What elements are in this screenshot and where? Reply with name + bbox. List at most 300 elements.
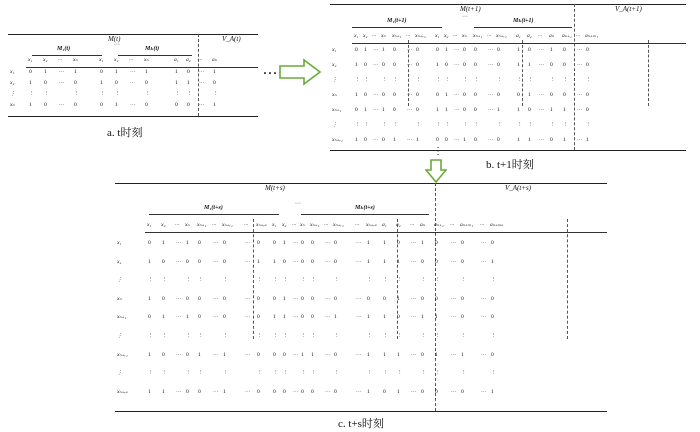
- column-header: x₂: [114, 57, 119, 63]
- cell: 0: [474, 137, 477, 143]
- cell: ···: [293, 295, 299, 302]
- cell: 0: [44, 102, 47, 108]
- cell: ···: [539, 107, 545, 113]
- cell: ···: [199, 80, 205, 86]
- cell: ···: [356, 295, 362, 302]
- cell: 0: [145, 80, 148, 86]
- cell: ⋮: [301, 370, 307, 377]
- cell: ⋮: [283, 370, 289, 377]
- cell: 0: [74, 80, 77, 86]
- cell: ···: [325, 351, 331, 358]
- row-label: xₙ₊ᵣ₁: [117, 351, 128, 358]
- cell: ⋮: [198, 333, 204, 339]
- cell: 1: [445, 107, 448, 113]
- cell: ⋮: [421, 370, 427, 377]
- cell: ···: [407, 47, 413, 53]
- cell: ⋮: [273, 277, 279, 284]
- vector-header: V_A(t+1): [615, 5, 642, 13]
- row-label: xₙ₊₁: [117, 314, 127, 321]
- column-header: ···: [212, 222, 217, 228]
- cell: 0: [382, 137, 385, 143]
- vector-header: V_A(t): [222, 35, 241, 43]
- cell: 0: [563, 62, 566, 68]
- cell: 1: [586, 137, 589, 143]
- cell: 0: [416, 47, 419, 53]
- cell: 1: [100, 80, 103, 86]
- cell: ⋮: [186, 333, 192, 339]
- cell: ⋮: [367, 333, 373, 339]
- cell: ···: [539, 92, 545, 98]
- cell: 0: [257, 388, 260, 395]
- cell: 0: [463, 47, 466, 53]
- cell: ···: [356, 388, 362, 395]
- cell: 1: [528, 137, 531, 143]
- cell: 0: [334, 351, 337, 358]
- cell: ⋮: [474, 122, 480, 128]
- row-label: ⋮: [332, 77, 338, 83]
- cell: 1: [162, 314, 165, 321]
- column-header: aₙ: [549, 33, 554, 39]
- cell: ⋮: [550, 122, 556, 128]
- column-header: ···: [175, 222, 180, 228]
- column-header: xₙ: [381, 33, 386, 39]
- cell: ···: [356, 351, 362, 358]
- column-header: xₙ₊ᵣ₁: [222, 222, 233, 228]
- cell: 1: [148, 295, 151, 302]
- column-header: a₂: [527, 33, 532, 39]
- cell: ···: [245, 351, 251, 358]
- cell: 0: [162, 351, 165, 358]
- cell: 0: [421, 388, 424, 395]
- cell: 1: [491, 258, 494, 265]
- cell: ⋮: [334, 333, 340, 339]
- column-header: aₙ₊ₘ₁: [460, 222, 474, 228]
- cell: 1: [550, 47, 553, 53]
- column-header: x₂: [161, 222, 166, 228]
- row-label: ⋮: [332, 122, 338, 128]
- cell: 1: [517, 107, 520, 113]
- cell: ···: [176, 388, 182, 395]
- cell: 1: [74, 69, 77, 75]
- cell: ···: [213, 388, 219, 395]
- cell: 0: [187, 69, 190, 75]
- matrix-header: M(t+1): [460, 5, 481, 13]
- cell: ⋮: [435, 333, 441, 339]
- cell: 0: [198, 258, 201, 265]
- cell: ···: [325, 258, 331, 265]
- cell: ⋮: [421, 333, 427, 339]
- cell: 1: [355, 137, 358, 143]
- cell: 0: [162, 258, 165, 265]
- block-separator: [567, 219, 568, 339]
- cell: ⋮: [364, 77, 370, 83]
- cell: 0: [393, 92, 396, 98]
- cell: ···: [451, 295, 457, 302]
- cell: 0: [257, 351, 260, 358]
- matrix-header: M(t): [108, 35, 121, 43]
- cell: ···: [293, 388, 299, 395]
- cell: ···: [59, 80, 65, 86]
- cell: ···: [325, 388, 331, 395]
- row-label: ⋮: [117, 277, 123, 284]
- cell: ···: [176, 258, 182, 265]
- cell: 0: [44, 80, 47, 86]
- cell: 0: [382, 62, 385, 68]
- cell: ···: [454, 92, 460, 98]
- cell: 1: [445, 47, 448, 53]
- cell: ⋮: [301, 333, 307, 339]
- row-label: x₁: [332, 47, 337, 53]
- cell: 0: [463, 92, 466, 98]
- cell: 0: [416, 62, 419, 68]
- cell: 0: [550, 92, 553, 98]
- cell: 1: [175, 69, 178, 75]
- cell: 0: [421, 351, 424, 358]
- column-header: ···: [576, 33, 581, 39]
- row-label: ⋮: [117, 370, 123, 377]
- cell: ⋮: [257, 333, 263, 339]
- cell: 0: [223, 295, 226, 302]
- cell: ···: [407, 92, 413, 98]
- column-header: xₙ₊₁: [473, 33, 483, 39]
- cell: ⋮: [311, 333, 317, 339]
- column-header: xₙ₊₁: [197, 222, 207, 228]
- top-rule: [8, 34, 258, 35]
- cell: 0: [187, 102, 190, 108]
- cell: 0: [461, 258, 464, 265]
- cell: ⋮: [74, 91, 80, 97]
- cell: 0: [198, 240, 201, 246]
- cell: 1: [115, 102, 118, 108]
- cell: ⋮: [198, 370, 204, 377]
- cell: ⋮: [435, 370, 441, 377]
- colhead-rule: [352, 43, 686, 44]
- cell: ⋮: [213, 91, 219, 97]
- m1-header: M₁(t+s): [204, 205, 223, 211]
- ellipsis-right: ···: [263, 66, 279, 80]
- column-header: ···: [450, 222, 455, 228]
- cell: 0: [162, 295, 165, 302]
- cell: 1: [528, 92, 531, 98]
- m1-header: M₁(t+1): [387, 18, 407, 24]
- cell: 0: [198, 388, 201, 395]
- cell: ⋮: [563, 122, 569, 128]
- block-separator: [253, 219, 254, 339]
- cell: 0: [586, 62, 589, 68]
- cell: 0: [186, 388, 189, 395]
- column-header: x₁: [28, 57, 33, 63]
- cell: ···: [577, 107, 583, 113]
- cell: 0: [311, 240, 314, 246]
- column-header: xₙ: [462, 33, 467, 39]
- cell: ···: [454, 107, 460, 113]
- top-rule: [115, 183, 607, 184]
- cell: ⋮: [100, 91, 106, 97]
- cell: 0: [393, 62, 396, 68]
- block-separator: [648, 40, 649, 106]
- cell: 0: [383, 295, 386, 302]
- vector-header: V_A(t+s): [505, 184, 532, 192]
- cell: ···: [59, 102, 65, 108]
- cell: 1: [364, 47, 367, 53]
- cell: ···: [130, 102, 136, 108]
- column-header: xₙ₊ᵣ₁: [496, 33, 507, 39]
- cell: ⋮: [257, 277, 263, 284]
- cell: ···: [451, 258, 457, 265]
- cell: 0: [497, 62, 500, 68]
- cell: 0: [445, 137, 448, 143]
- cell: ···: [176, 351, 182, 358]
- cell: ···: [411, 240, 417, 246]
- cell: ···: [411, 314, 417, 321]
- cell: ⋮: [497, 122, 503, 128]
- cell: 0: [517, 92, 520, 98]
- cell: 0: [100, 69, 103, 75]
- cell: ⋮: [187, 91, 193, 97]
- column-header: aₙ₊ₘ₁: [585, 33, 599, 39]
- column-header: ···: [58, 57, 63, 63]
- cell: ⋮: [586, 77, 592, 83]
- cell: 1: [257, 258, 260, 265]
- cell: ···: [59, 69, 65, 75]
- cell: 1: [383, 258, 386, 265]
- cell: 1: [435, 351, 438, 358]
- cell: ⋮: [461, 277, 467, 284]
- cell: ···: [407, 137, 413, 143]
- matrix-header: M(t+s): [265, 184, 285, 192]
- cell: ···: [481, 240, 487, 246]
- cell: 0: [223, 240, 226, 246]
- caption-c: c. t+s时刻: [338, 418, 384, 430]
- row-label: xₙ₊ᵣ₁: [332, 137, 343, 143]
- cell: 0: [461, 240, 464, 246]
- cell: 0: [563, 92, 566, 98]
- cell: 1: [311, 351, 314, 358]
- cell: 0: [74, 102, 77, 108]
- cell: 1: [355, 92, 358, 98]
- cell: 0: [355, 107, 358, 113]
- cell: ···: [488, 107, 494, 113]
- cell: 1: [517, 137, 520, 143]
- cell: 1: [517, 47, 520, 53]
- cell: ⋮: [586, 122, 592, 128]
- cell: ⋮: [162, 277, 168, 284]
- cell: ···: [451, 388, 457, 395]
- cell: 1: [273, 258, 276, 265]
- cell: 0: [273, 388, 276, 395]
- column-header: xₙ: [73, 57, 78, 63]
- cell: 1: [383, 240, 386, 246]
- cell: ⋮: [445, 77, 451, 83]
- cell: 1: [383, 314, 386, 321]
- cell: ⋮: [393, 122, 399, 128]
- cell: 1: [283, 314, 286, 321]
- column-header: xₙ₊ᵣ₁: [333, 222, 344, 228]
- cell: ⋮: [474, 77, 480, 83]
- m-dots: ···: [114, 42, 120, 48]
- cell: ···: [373, 107, 379, 113]
- cell: ⋮: [311, 277, 317, 284]
- row-label: x₂: [10, 80, 15, 86]
- column-header: ···: [292, 222, 297, 228]
- cell: 0: [257, 295, 260, 302]
- cell: ···: [577, 62, 583, 68]
- column-header: ···: [480, 222, 485, 228]
- mk-header: Mₖ(t+1): [513, 18, 534, 24]
- cell: 0: [436, 92, 439, 98]
- cell: ···: [481, 258, 487, 265]
- cell: 0: [283, 388, 286, 395]
- cell: 1: [550, 107, 553, 113]
- cell: ···: [325, 240, 331, 246]
- column-header: xₙ₊ᵣₛ: [256, 222, 267, 228]
- m1-rule: [352, 27, 442, 28]
- cell: ⋮: [198, 277, 204, 284]
- cell: ···: [130, 69, 136, 75]
- bottom-rule: [115, 411, 607, 412]
- column-header: ···: [538, 33, 543, 39]
- cell: ···: [373, 62, 379, 68]
- column-header: ···: [129, 57, 134, 63]
- cell: 0: [311, 388, 314, 395]
- cell: 0: [461, 314, 464, 321]
- cell: ···: [454, 47, 460, 53]
- cell: 1: [283, 295, 286, 302]
- cell: 0: [383, 388, 386, 395]
- column-header: x₂: [444, 33, 449, 39]
- cell: ⋮: [416, 122, 422, 128]
- cell: ⋮: [29, 91, 35, 97]
- cell: 0: [445, 62, 448, 68]
- cell: 0: [175, 102, 178, 108]
- cell: 1: [382, 107, 385, 113]
- cell: ···: [481, 295, 487, 302]
- cell: 0: [436, 137, 439, 143]
- cell: ⋮: [355, 77, 361, 83]
- cell: 0: [257, 314, 260, 321]
- v-separator: [574, 4, 575, 150]
- cell: 1: [301, 351, 304, 358]
- cell: ···: [539, 62, 545, 68]
- cell: 1: [436, 107, 439, 113]
- mk-rule: [301, 214, 429, 215]
- cell: 1: [367, 351, 370, 358]
- cell: ···: [451, 240, 457, 246]
- column-header: xₙ: [300, 222, 305, 228]
- cell: ···: [356, 240, 362, 246]
- column-header: ···: [453, 33, 458, 39]
- cell: ⋮: [421, 277, 427, 284]
- cell: 1: [397, 258, 400, 265]
- cell: 1: [223, 388, 226, 395]
- cell: 0: [491, 295, 494, 302]
- cell: ⋮: [148, 370, 154, 377]
- row-label: xₙ: [117, 295, 122, 302]
- cell: 0: [497, 47, 500, 53]
- cell: 0: [334, 295, 337, 302]
- cell: 0: [367, 295, 370, 302]
- cell: 1: [517, 62, 520, 68]
- cell: ⋮: [383, 277, 389, 284]
- cell: ···: [481, 314, 487, 321]
- cell: 1: [367, 240, 370, 246]
- column-header: aₙ₊₁: [434, 222, 444, 228]
- cell: 1: [283, 240, 286, 246]
- cell: ⋮: [383, 370, 389, 377]
- down-arrow-icon: [425, 158, 447, 184]
- cell: ⋮: [367, 277, 373, 284]
- cell: 1: [213, 69, 216, 75]
- cell: ···: [577, 47, 583, 53]
- column-header: ···: [324, 222, 329, 228]
- cell: 1: [383, 351, 386, 358]
- cell: 0: [273, 295, 276, 302]
- ellipsis-down: ⋮: [433, 146, 443, 157]
- cell: 1: [148, 258, 151, 265]
- cell: 0: [223, 314, 226, 321]
- column-header: xₙ₊ᵣ₁: [415, 33, 426, 39]
- cell: 1: [198, 351, 201, 358]
- cell: ···: [451, 351, 457, 358]
- cell: ⋮: [148, 333, 154, 339]
- cell: ···: [407, 62, 413, 68]
- cell: 0: [421, 295, 424, 302]
- column-header: xₙ₊₁: [310, 222, 320, 228]
- cell: ···: [213, 295, 219, 302]
- column-header: ···: [244, 222, 249, 228]
- colhead-rule: [26, 67, 258, 68]
- cell: 1: [463, 137, 466, 143]
- cell: 1: [148, 388, 151, 395]
- cell: ⋮: [382, 77, 388, 83]
- cell: ···: [488, 137, 494, 143]
- column-header: a₁: [382, 222, 387, 228]
- column-header: ···: [198, 57, 203, 63]
- row-label: x₁: [117, 240, 122, 246]
- cell: 1: [416, 137, 419, 143]
- cell: 0: [223, 258, 226, 265]
- cell: 0: [257, 240, 260, 246]
- cell: ···: [411, 258, 417, 265]
- cell: ···: [293, 351, 299, 358]
- cell: ···: [245, 258, 251, 265]
- cell: 0: [421, 258, 424, 265]
- cell: ···: [213, 240, 219, 246]
- cell: ···: [577, 92, 583, 98]
- cell: 0: [491, 240, 494, 246]
- row-label: xₙ₊ᵣₛ: [117, 388, 128, 395]
- cell: 0: [283, 351, 286, 358]
- cell: 0: [393, 107, 396, 113]
- column-header: ···: [410, 222, 415, 228]
- cell: ···: [481, 351, 487, 358]
- cell: 0: [283, 258, 286, 265]
- cell: ⋮: [393, 77, 399, 83]
- cell: 1: [175, 80, 178, 86]
- cell: 1: [563, 107, 566, 113]
- cell: ⋮: [115, 91, 121, 97]
- cell: 1: [364, 107, 367, 113]
- cell: 0: [301, 240, 304, 246]
- cell: 0: [334, 240, 337, 246]
- cell: 0: [334, 388, 337, 395]
- cell: 1: [421, 314, 424, 321]
- cell: ···: [293, 258, 299, 265]
- cell: 1: [273, 314, 276, 321]
- cell: 1: [115, 69, 118, 75]
- cell: 0: [436, 47, 439, 53]
- cell: ⋮: [397, 333, 403, 339]
